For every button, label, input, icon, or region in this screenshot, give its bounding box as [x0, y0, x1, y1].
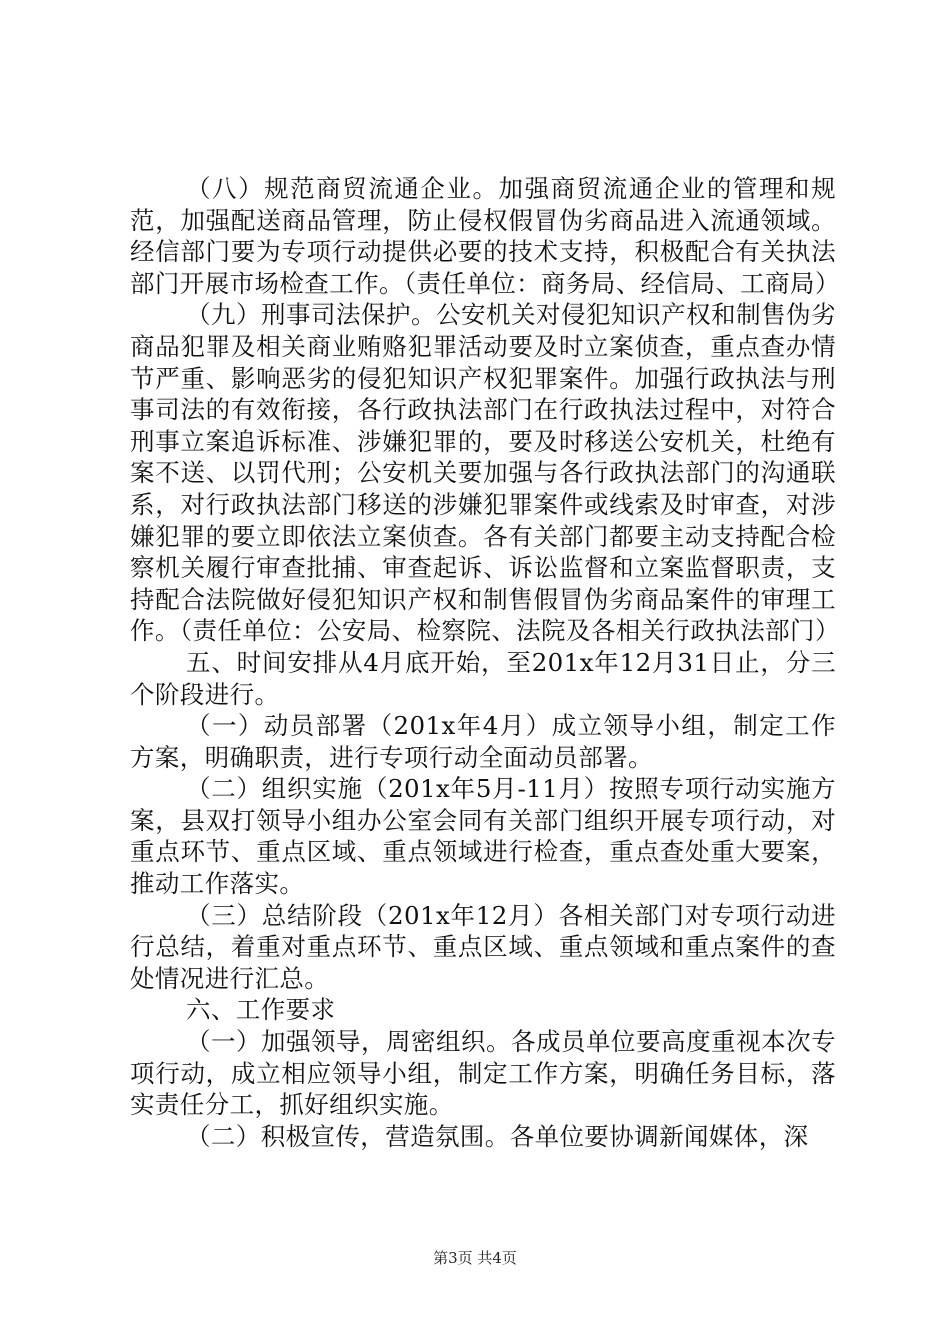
requirement-1: （一）加强领导，周密组织。各成员单位要高度重视本次专项行动，成立相应领导小组，制定工作方案，明确任务目标，落实责任分工，抓好组织实施。 — [130, 1027, 836, 1120]
paragraph-8-commerce: （八）规范商贸流通企业。加强商贸流通企业的管理和规范，加强配送商品管理，防止侵权假冒伪劣商品进入流通领域。经信部门要为专项行动提供必要的技术支持，积极配合有关执法部门开展市场检查工作。（责任单位：商务局、经信局、工商局） — [130, 174, 840, 298]
document-body — [130, 173, 840, 1152]
schedule-phase-3: （三）总结阶段（201x年12月）各相关部门对专项行动进行总结，着重对重点环节、重点区域、重点领域和重点案件的查处情况进行汇总。 — [130, 900, 836, 993]
paragraph-9-criminal-justice: （九）刑事司法保护。公安机关对侵犯知识产权和制售伪劣商品犯罪及相关商业贿赂犯罪活动要及时立案侦查，重点查办情节严重、影响恶劣的侵犯知识产权犯罪案件。加强行政执法与刑事司法的有效衔接，各行政执法部门在行政执法过程中，对符合刑事立案追诉标准、涉嫌犯罪的，要及时移送公安机关，杜绝有案不送、以罚代刑；公安机关要加强与各行政执法部门的沟通联系，对行政执法部门移送的涉嫌犯罪案件或线索及时审查，对涉嫌犯罪的要立即依法立案侦查。各有关部门都要主动支持配合检察机关履行审查批捕、审查起诉、诉讼监督和立案监督职责，支持配合法院做好侵犯知识产权和制售假冒伪劣商品案件的审理工作。（责任单位：公安局、检察院、法院及各相关行政执法部门） — [130, 300, 840, 646]
section-5-schedule: 五、时间安排从4月底开始，至201x年12月31日止，分三个阶段进行。 — [130, 647, 836, 709]
section-6-heading: 六、工作要求 — [186, 995, 336, 1025]
schedule-phase-2: （二）组织实施（201x年5月-11月）按照专项行动实施方案，县双打领导小组办公室会同有关部门组织开展专项行动，对重点环节、重点区域、重点领域进行检查，重点查处重大要案，推动工作落实。 — [130, 774, 836, 899]
requirement-2: （二）积极宣传，营造氛围。各单位要协调新闻媒体，深 — [186, 1121, 809, 1151]
schedule-phase-1: （一）动员部署（201x年4月）成立领导小组，制定工作方案，明确职责，进行专项行动全面动员部署。 — [130, 711, 836, 772]
page-number-footer: 第3页 共4页 — [433, 1249, 517, 1267]
